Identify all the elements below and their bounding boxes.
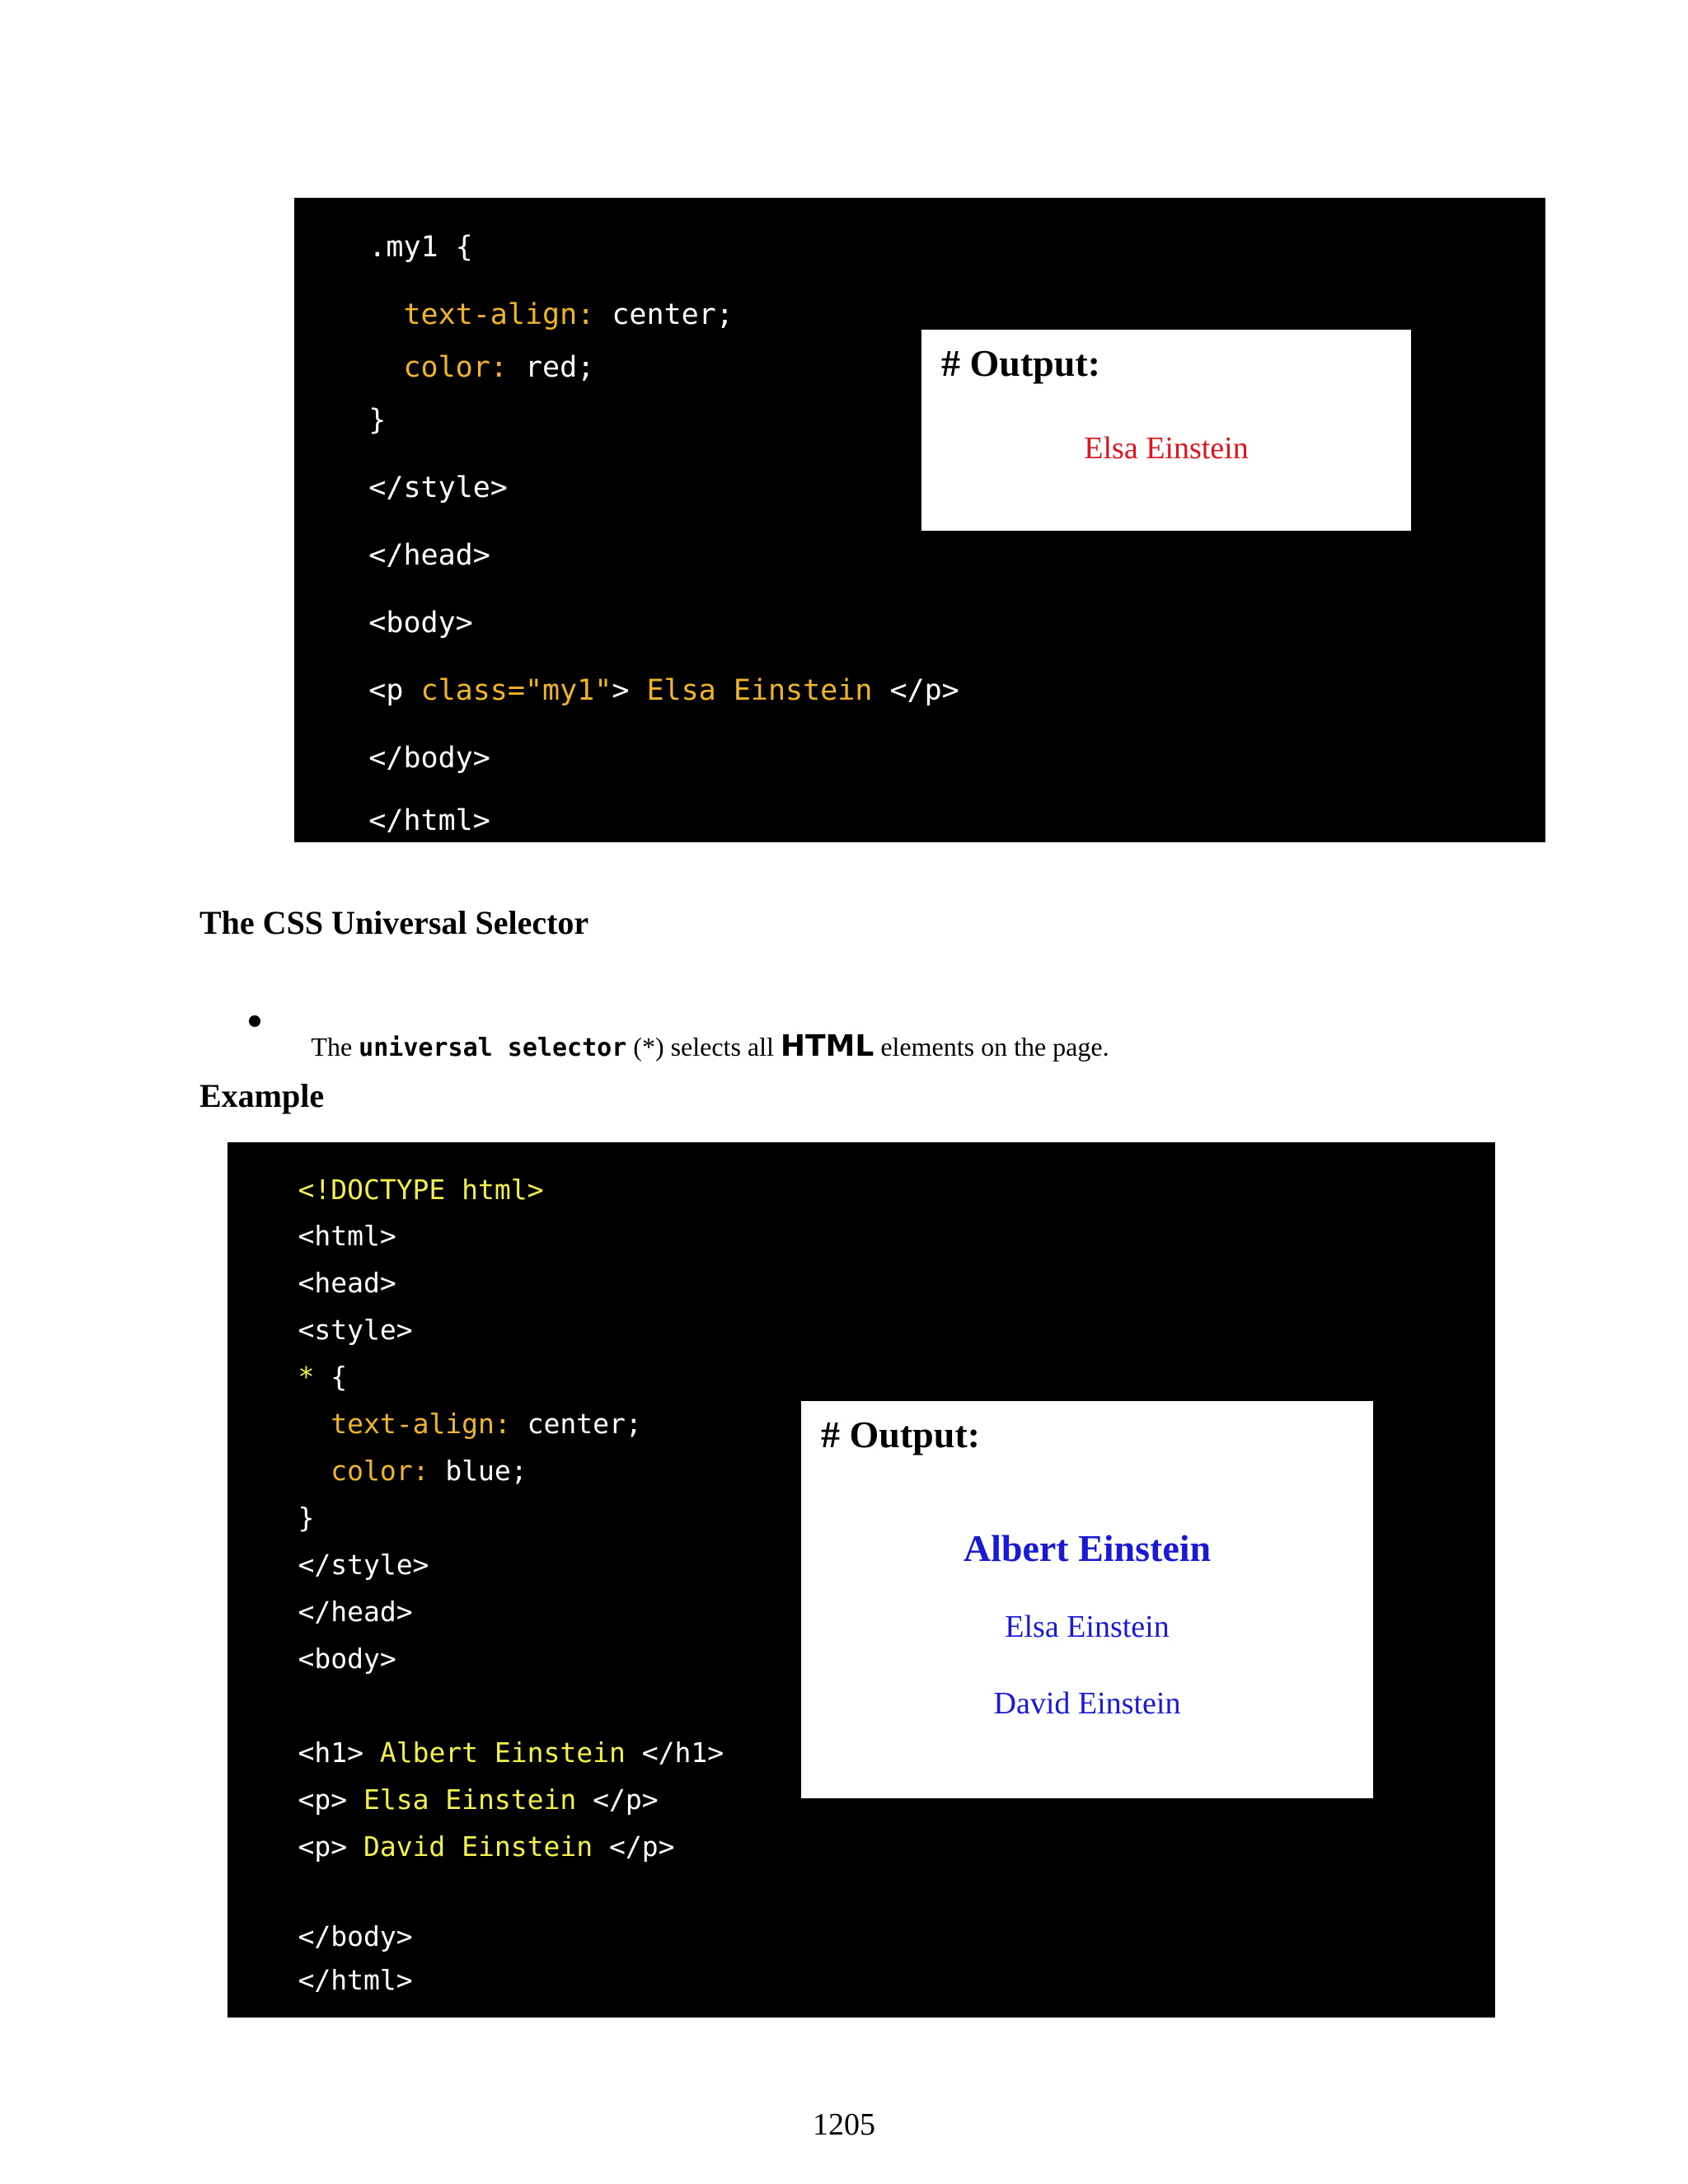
code-line: <p class="my1"> Elsa Einstein </p> <box>368 674 959 707</box>
output-box <box>921 330 1411 531</box>
code-line: </style> <box>368 471 508 504</box>
code-line: } <box>368 404 387 437</box>
code-line: <body> <box>368 607 473 640</box>
code-line: </style> <box>298 1549 429 1581</box>
code-line: </body> <box>298 1920 413 1952</box>
code-line: <p> David Einstein </p> <box>298 1830 675 1863</box>
code-line: color: red; <box>403 351 595 384</box>
output-box <box>801 1401 1373 1798</box>
page-number: 1205 <box>813 2107 875 2142</box>
code-line: color: blue; <box>331 1455 528 1487</box>
code-line: <html> <box>298 1220 396 1252</box>
code-line: </html> <box>298 1964 413 1996</box>
code-line: .my1 { <box>368 231 473 264</box>
code-line: </head> <box>368 539 490 572</box>
output-heading: Albert Einstein <box>963 1527 1212 1569</box>
code-line: </head> <box>298 1596 413 1628</box>
code-line: <body> <box>298 1643 396 1675</box>
output-title: # Output: <box>941 342 1100 384</box>
section-heading: The CSS Universal Selector <box>199 904 589 941</box>
example-heading: Example <box>199 1077 325 1114</box>
code-line: </body> <box>368 742 490 775</box>
code-line: <head> <box>298 1267 396 1299</box>
code-line: <h1> Albert Einstein </h1> <box>298 1736 724 1769</box>
code-line: } <box>298 1502 315 1534</box>
code-line: text-align: center; <box>331 1408 642 1440</box>
code-line: * { <box>298 1361 348 1393</box>
output-paragraph: Elsa Einstein <box>1084 431 1249 466</box>
output-paragraph: David Einstein <box>993 1686 1181 1721</box>
code-line: <style> <box>298 1314 413 1346</box>
bullet-icon <box>249 1015 260 1027</box>
bullet-text: The universal selector (*) selects all HTML elements on the page. <box>311 1029 1109 1063</box>
output-title: # Output: <box>821 1413 980 1455</box>
code-line: text-align: center; <box>403 298 734 331</box>
code-line: </html> <box>368 804 490 837</box>
output-paragraph: Elsa Einstein <box>1005 1610 1170 1644</box>
code-line: <!DOCTYPE html> <box>298 1174 544 1206</box>
code-line: <p> Elsa Einstein </p> <box>298 1783 659 1816</box>
